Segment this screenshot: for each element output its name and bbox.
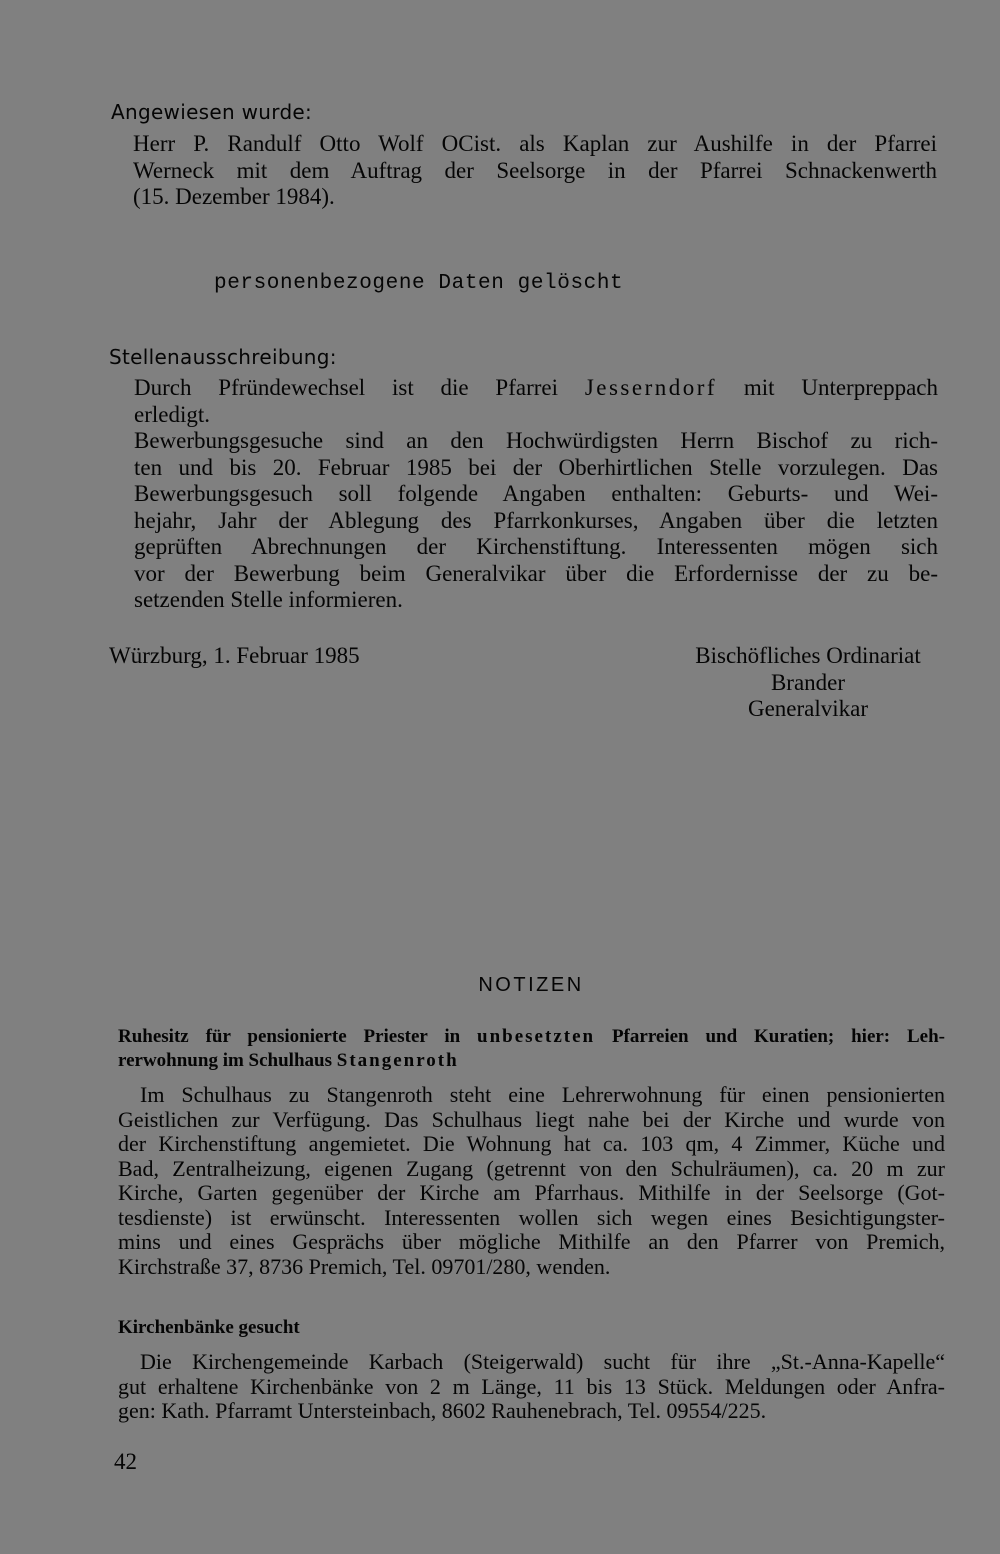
stellenausschreibung-text [134,375,938,614]
dateline: Würzburg, 1. Februar 1985 [109,643,360,668]
text-line: mins und eines Gesprächs über mögliche Mithilfe an den Pfarrer von Premich, [118,1229,945,1254]
text-line: Herr P. Randulf Otto Wolf OCist. als Kaplan zur Aushilfe in der Pfarrei [133,131,937,156]
text-line: Kirche, Garten gegenüber der Kirche am Pfarrhaus. Mithilfe in der Seelsorge (Got- [118,1180,945,1205]
signature-block [648,643,968,723]
text-line: Im Schulhaus zu Stangenroth steht eine Lehrerwohnung für einen pensionierten [140,1082,945,1107]
text-fragment-spaced: unbesetzten [477,1026,596,1047]
text-line: vor der Bewerbung beim Generalvikar über die Erfordernisse der zu be- [134,560,938,586]
text-line: Kirchstraße 37, 8736 Premich, Tel. 09701/280, wenden. [118,1253,611,1279]
text-line: Die Kirchengemeinde Karbach (Steigerwald) sucht für ihre „St.-Anna-Kapelle“ [140,1349,945,1374]
notice-body-ruhesitz [118,1083,945,1279]
notice-title-kirchenbaenke: Kirchenbänke gesucht [118,1317,300,1338]
signature-office: Bischöfliches Ordinariat [695,643,921,668]
text-line: tesdienste) ist erwünscht. Interessenten wollen sich wegen eines Besichtigungster- [118,1204,945,1230]
parish-name: Jesserndorf [584,375,718,400]
signature-title: Generalvikar [747,696,869,721]
text-line: ten und bis 20. Februar 1985 bei der Oberhirtlichen Stelle vorzulegen. Das [134,454,938,480]
text-line: Bad, Zentralheizung, eigenen Zugang (getrennt von den Schulräumen), ca. 20 m zur [118,1155,945,1181]
text-line: hejahr, Jahr der Ablegung des Pfarrkonkurses, Angaben über die letzten [134,507,938,533]
text-fragment: rerwohnung im Schulhaus [118,1050,337,1071]
section-label-stellenausschreibung: Stellenausschreibung: [109,345,337,369]
place-name: Stangenroth [336,1050,459,1071]
signature-name: Brander [770,669,846,695]
text-fragment: Pfarreien und Kuratien; hier: Leh- [595,1026,945,1047]
text-line: Werneck mit dem Auftrag der Seelsorge in der Pfarrei Schnackenwerth [133,157,937,183]
title-line [118,1049,945,1073]
section-heading-notizen: NOTIZEN [478,974,584,996]
page-number: 42 [114,1449,137,1474]
angewiesen-text [133,131,937,211]
redaction-note: personenbezogene Daten gelöscht [214,272,624,295]
text-line: geprüften Abrechnungen der Kirchenstiftung. Interessenten mögen sich [134,534,938,559]
text-line: setzenden Stelle informieren. [134,587,403,612]
text-line: (15. Dezember 1984). [133,184,335,209]
text-line: gen: Kath. Pfarramt Untersteinbach, 8602 Rauhenebrach, Tel. 09554/225. [118,1398,767,1423]
text-fragment: mit Unterpreppach [717,375,938,400]
text-fragment: Ruhesitz für pensionierte Priester in [118,1026,478,1047]
section-label-angewiesen: Angewiesen wurde: [111,100,313,124]
text-line: Bewerbungsgesuche sind an den Hochwürdigsten Herrn Bischof zu rich- [134,428,938,453]
text-line: erledigt. [134,401,210,427]
text-line [134,375,938,402]
text-line: Bewerbungsgesuch soll folgende Angaben enthalten: Geburts- und Wei- [134,481,938,506]
text-fragment: Durch Pfründewechsel ist die Pfarrei [134,375,585,400]
notice-title-ruhesitz [118,1025,945,1073]
text-line: Geistlichen zur Verfügung. Das Schulhaus liegt nahe bei der Kirche und wurde von [118,1106,945,1132]
notice-body-kirchenbaenke [118,1350,945,1424]
title-line [118,1025,945,1049]
text-line: der Kirchenstiftung angemietet. Die Wohnung hat ca. 103 qm, 4 Zimmer, Küche und [118,1131,945,1156]
text-line: gut erhaltene Kirchenbänke von 2 m Länge, 11 bis 13 Stück. Meldungen oder Anfra- [118,1373,945,1399]
